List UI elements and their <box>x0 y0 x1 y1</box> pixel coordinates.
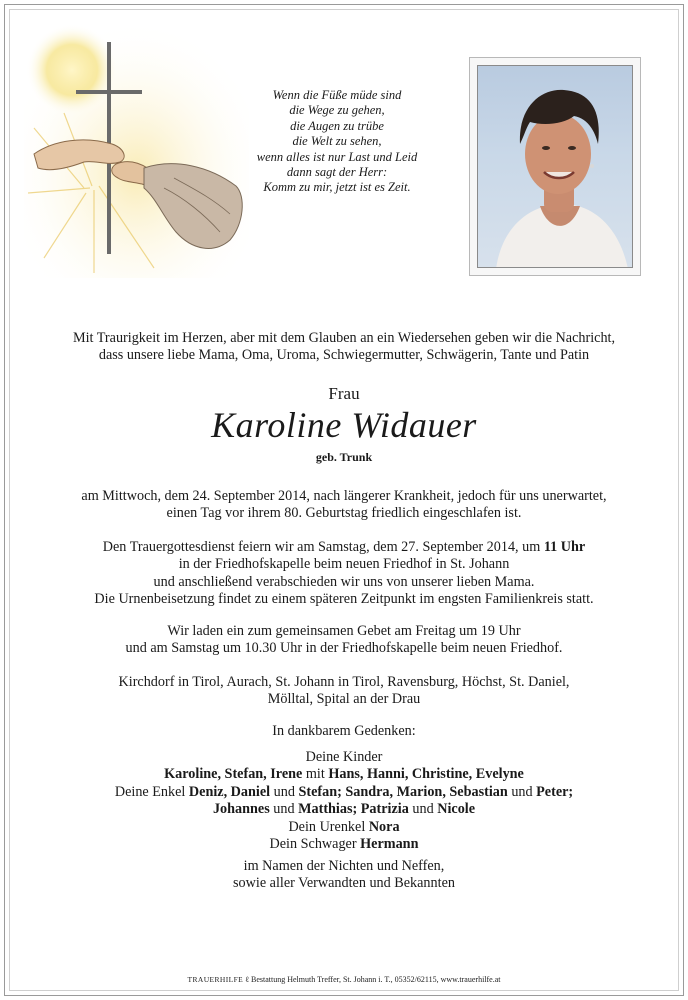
birth-name: geb. Trunk <box>315 450 373 464</box>
grandchildren-names: Deniz, Daniel <box>188 783 271 800</box>
mourners-list <box>20 749 668 853</box>
death-notice-line: einen Tag vor ihrem 80. Geburtstag friedlich eingeschlafen ist. <box>166 505 522 522</box>
connector: und <box>408 801 438 818</box>
service-line: in der Friedhofskapelle beim neuen Friedhof in St. Johann <box>178 556 510 573</box>
intro-text <box>20 330 668 365</box>
portrait-photo <box>477 65 633 268</box>
grandchildren-names: Peter; <box>536 783 574 800</box>
deceased-name: Karoline Widauer <box>211 405 477 445</box>
death-notice-line: am Mittwoch, dem 24. September 2014, nach längerer Krankheit, jedoch für uns unerwartet, <box>81 488 607 504</box>
grandchildren-line <box>20 784 668 801</box>
children-label: Deine Kinder <box>305 749 383 765</box>
great-grandchild-label: Dein Urenkel <box>288 818 369 835</box>
mourners-heading: In dankbarem Gedenken: <box>272 723 416 739</box>
intro-line: dass unsere liebe Mama, Oma, Uroma, Schwiegermutter, Schwägerin, Tante und Patin <box>98 347 590 364</box>
death-notice <box>20 488 668 523</box>
closing-line: sowie aller Verwandten und Bekannten <box>233 875 455 892</box>
connector: mit <box>302 766 329 783</box>
connector: und <box>269 801 299 818</box>
brother-in-law-line <box>20 836 668 853</box>
prayer-line: und am Samstag um 10.30 Uhr in der Friedhofskapelle beim neuen Friedhof. <box>125 640 563 657</box>
portrait-image <box>478 66 633 268</box>
poem-line: dann sagt der Herr: <box>286 165 388 180</box>
children-line <box>20 766 668 783</box>
service-line <box>20 539 668 556</box>
places <box>20 674 668 709</box>
poem-line: wenn alles ist nur Last und Leid <box>256 149 418 164</box>
grandchildren-names: Johannes <box>212 801 270 818</box>
service-text: Den Trauergottesdienst feiern wir am Samstag, dem 27. September 2014, um <box>102 539 544 555</box>
poem-line: die Wege zu gehen, <box>289 103 385 118</box>
footer <box>0 975 688 984</box>
prayer-line: Wir laden ein zum gemeinsamen Gebet am Freitag um 19 Uhr <box>167 623 521 639</box>
intro-line: Mit Traurigkeit im Herzen, aber mit dem Glauben an ein Wiedersehen geben wir die Nachricht, <box>72 330 616 346</box>
grandchildren-names: Stefan; Sandra, Marion, Sebastian <box>298 783 508 800</box>
connector: und <box>507 783 537 800</box>
grandchildren-names: Matthias; Patrizia <box>298 801 409 818</box>
great-grandchild-line <box>20 819 668 836</box>
service-info <box>20 539 668 609</box>
brother-in-law-name: Hermann <box>360 836 419 853</box>
footer-logo-icon: ℓ <box>245 975 251 984</box>
service-line: Die Urnenbeisetzung findet zu einem späteren Zeitpunkt im engsten Familienkreis statt. <box>94 591 594 608</box>
footer-text: Bestattung Helmuth Treffer, St. Johann i. T., 05352/62115, www.trauerhilfe.at <box>251 975 501 984</box>
closing-line: im Namen der Nichten und Neffen, <box>243 858 445 874</box>
children-partners: Hans, Hanni, Christine, Evelyne <box>328 766 524 783</box>
poem-line: Komm zu mir, jetzt ist es Zeit. <box>263 180 411 195</box>
places-line: Kirchdorf in Tirol, Aurach, St. Johann in Tirol, Ravensburg, Höchst, St. Daniel, <box>118 674 570 690</box>
cross-hands-illustration <box>24 18 249 278</box>
grandchildren-label: Deine Enkel <box>114 783 189 800</box>
service-line: und anschließend verabschieden wir uns von unserer lieben Mama. <box>153 573 535 590</box>
poem <box>228 88 446 196</box>
poem-line: Wenn die Füße müde sind <box>272 88 402 102</box>
poem-line: die Welt zu sehen, <box>292 134 382 149</box>
children-names: Karoline, Stefan, Irene <box>164 766 303 783</box>
footer-brand: TRAUERHILFE <box>187 975 244 984</box>
portrait-frame <box>469 57 641 276</box>
closing-text <box>20 858 668 893</box>
salutation: Frau <box>328 384 360 403</box>
poem-line: die Augen zu trübe <box>290 118 384 133</box>
grandchildren-names: Nicole <box>437 801 476 818</box>
great-grandchild-name: Nora <box>368 818 400 835</box>
places-line: Mölltal, Spital an der Drau <box>267 691 421 708</box>
grandchildren-line-2 <box>20 801 668 818</box>
connector: und <box>270 783 299 800</box>
service-time: 11 Uhr <box>543 539 586 555</box>
prayer-info <box>20 623 668 658</box>
brother-in-law-label: Dein Schwager <box>269 836 361 853</box>
